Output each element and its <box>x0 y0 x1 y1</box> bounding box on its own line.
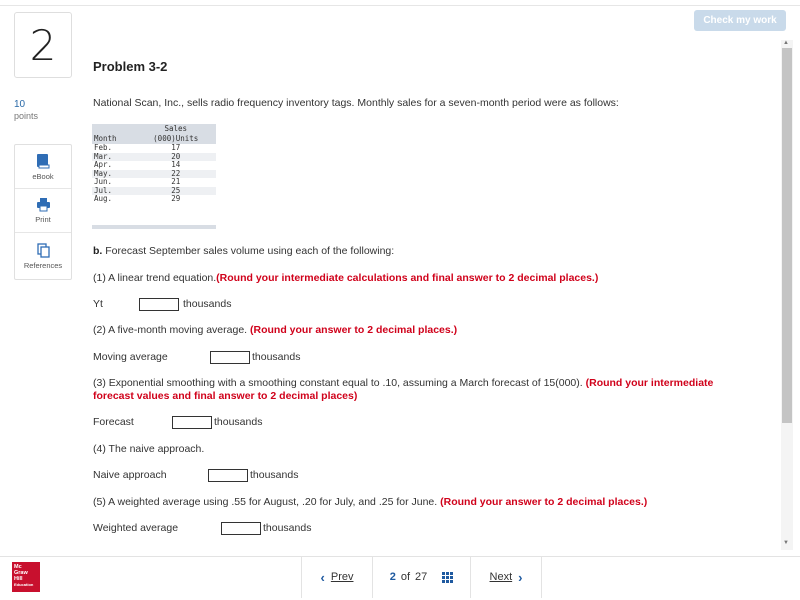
weighted-average-input[interactable] <box>221 522 261 535</box>
q2-note: (Round your answer to 2 decimal places.) <box>250 324 458 336</box>
moving-average-input[interactable] <box>210 351 250 364</box>
month-cell: Jun. <box>94 177 113 186</box>
unit-label: thousands <box>263 522 312 534</box>
scroll-down-icon[interactable]: ▼ <box>783 540 789 546</box>
exponential-smoothing-input[interactable] <box>172 416 212 429</box>
table-row <box>92 195 216 204</box>
prev-button[interactable] <box>302 570 372 585</box>
part-b-label: b. <box>93 245 103 257</box>
q2-field-label: Moving average <box>93 351 168 363</box>
sales-table <box>92 124 216 204</box>
print-button[interactable] <box>15 189 71 233</box>
grid-icon[interactable] <box>442 572 453 583</box>
page-indicator[interactable] <box>372 556 471 598</box>
problem-intro: National Scan, Inc., sells radio frequency inventory tags. Monthly sales for a seven-month period were as follows: <box>93 97 619 109</box>
month-cell: Mar. <box>92 153 136 162</box>
question-navigation <box>301 556 542 598</box>
table-header-month: Month <box>92 134 136 144</box>
sales-cell: 21 <box>171 177 181 186</box>
problem-title: Problem 3-2 <box>93 59 168 74</box>
table-header-sales: Sales <box>136 124 216 134</box>
logo-line: Graw <box>14 570 28 576</box>
month-cell: Feb. <box>94 143 113 152</box>
check-my-work-button[interactable]: Check my work <box>694 10 786 31</box>
q3-note-a: (Round your intermediate <box>585 377 714 389</box>
sales-cell: 20 <box>136 153 216 162</box>
q5-text: (5) A weighted average using .55 for August, .20 for July, and .25 for June. <box>93 496 438 508</box>
question-3 <box>93 377 773 403</box>
table-header-blank <box>92 124 136 134</box>
q1-field-label: Yt <box>93 298 103 310</box>
q1-note: (Round your intermediate calculations and final answer to 2 decimal places.) <box>216 272 599 284</box>
q1-text: (1) A linear trend equation. <box>93 272 217 284</box>
unit-label: thousands <box>250 469 299 481</box>
logo-line: Mc <box>14 564 22 570</box>
q3-text: (3) Exponential smoothing with a smoothing constant equal to .10, assuming a March forecast of 15(000). <box>93 377 583 389</box>
next-button[interactable] <box>471 570 541 585</box>
ebook-button[interactable] <box>15 145 71 189</box>
next-label: Next <box>489 571 513 583</box>
print-label: Print <box>35 214 51 224</box>
sales-cell: 22 <box>136 170 216 179</box>
sales-cell: 14 <box>171 160 181 169</box>
sales-cell: 17 <box>171 143 181 152</box>
book-icon <box>36 153 50 169</box>
prev-label: Prev <box>330 571 354 583</box>
q2-text: (2) A five-month moving average. <box>93 324 248 336</box>
q4-field-label: Naive approach <box>93 469 167 481</box>
q5-note: (Round your answer to 2 decimal places.) <box>440 496 648 508</box>
unit-label: thousands <box>252 351 301 363</box>
scrollbar-thumb[interactable] <box>782 48 792 423</box>
q3-field-label: Forecast <box>93 416 134 428</box>
points-label: points <box>14 111 39 121</box>
unit-label: thousands <box>183 298 232 310</box>
total-pages: 27 <box>415 571 428 583</box>
of-label: of <box>400 571 411 583</box>
question-number: 2 <box>14 12 72 78</box>
current-page: 2 <box>389 571 396 583</box>
references-icon <box>37 243 50 258</box>
month-cell: Apr. <box>94 160 113 169</box>
printer-icon <box>36 198 51 212</box>
sales-cell: 25 <box>136 187 216 196</box>
mcgraw-hill-logo <box>12 562 40 592</box>
q5-field-label: Weighted average <box>93 522 179 534</box>
q4-text: (4) The naive approach. <box>93 443 205 455</box>
top-bar <box>0 0 800 6</box>
question-2 <box>93 324 457 336</box>
logo-line: Hill <box>14 576 23 582</box>
tools-panel <box>14 144 72 280</box>
month-cell: Jul. <box>92 187 136 196</box>
chevron-left-icon: ‹ <box>320 569 325 585</box>
question-1 <box>93 272 598 284</box>
references-label: References <box>23 260 63 270</box>
table-header-units: (000)Units <box>136 134 216 144</box>
linear-trend-input[interactable] <box>139 298 179 311</box>
question-5 <box>93 496 647 508</box>
month-cell: Aug. <box>94 194 113 203</box>
logo-line: Education <box>14 582 34 587</box>
unit-label: thousands <box>214 416 263 428</box>
chevron-right-icon: › <box>518 569 523 585</box>
ebook-label: eBook <box>32 171 54 181</box>
sales-cell: 29 <box>171 194 181 203</box>
table-footer-bar <box>92 225 216 229</box>
points-value: 10 <box>14 99 26 110</box>
naive-approach-input[interactable] <box>208 469 248 482</box>
references-button[interactable] <box>15 233 71 279</box>
month-cell: May. <box>92 170 136 179</box>
part-b-text: Forecast September sales volume using each of the following: <box>105 245 395 257</box>
scroll-up-icon[interactable]: ▲ <box>783 40 789 46</box>
q3-note-b: forecast values and final answer to 2 decimal places) <box>93 390 358 402</box>
part-b-heading <box>93 245 394 257</box>
